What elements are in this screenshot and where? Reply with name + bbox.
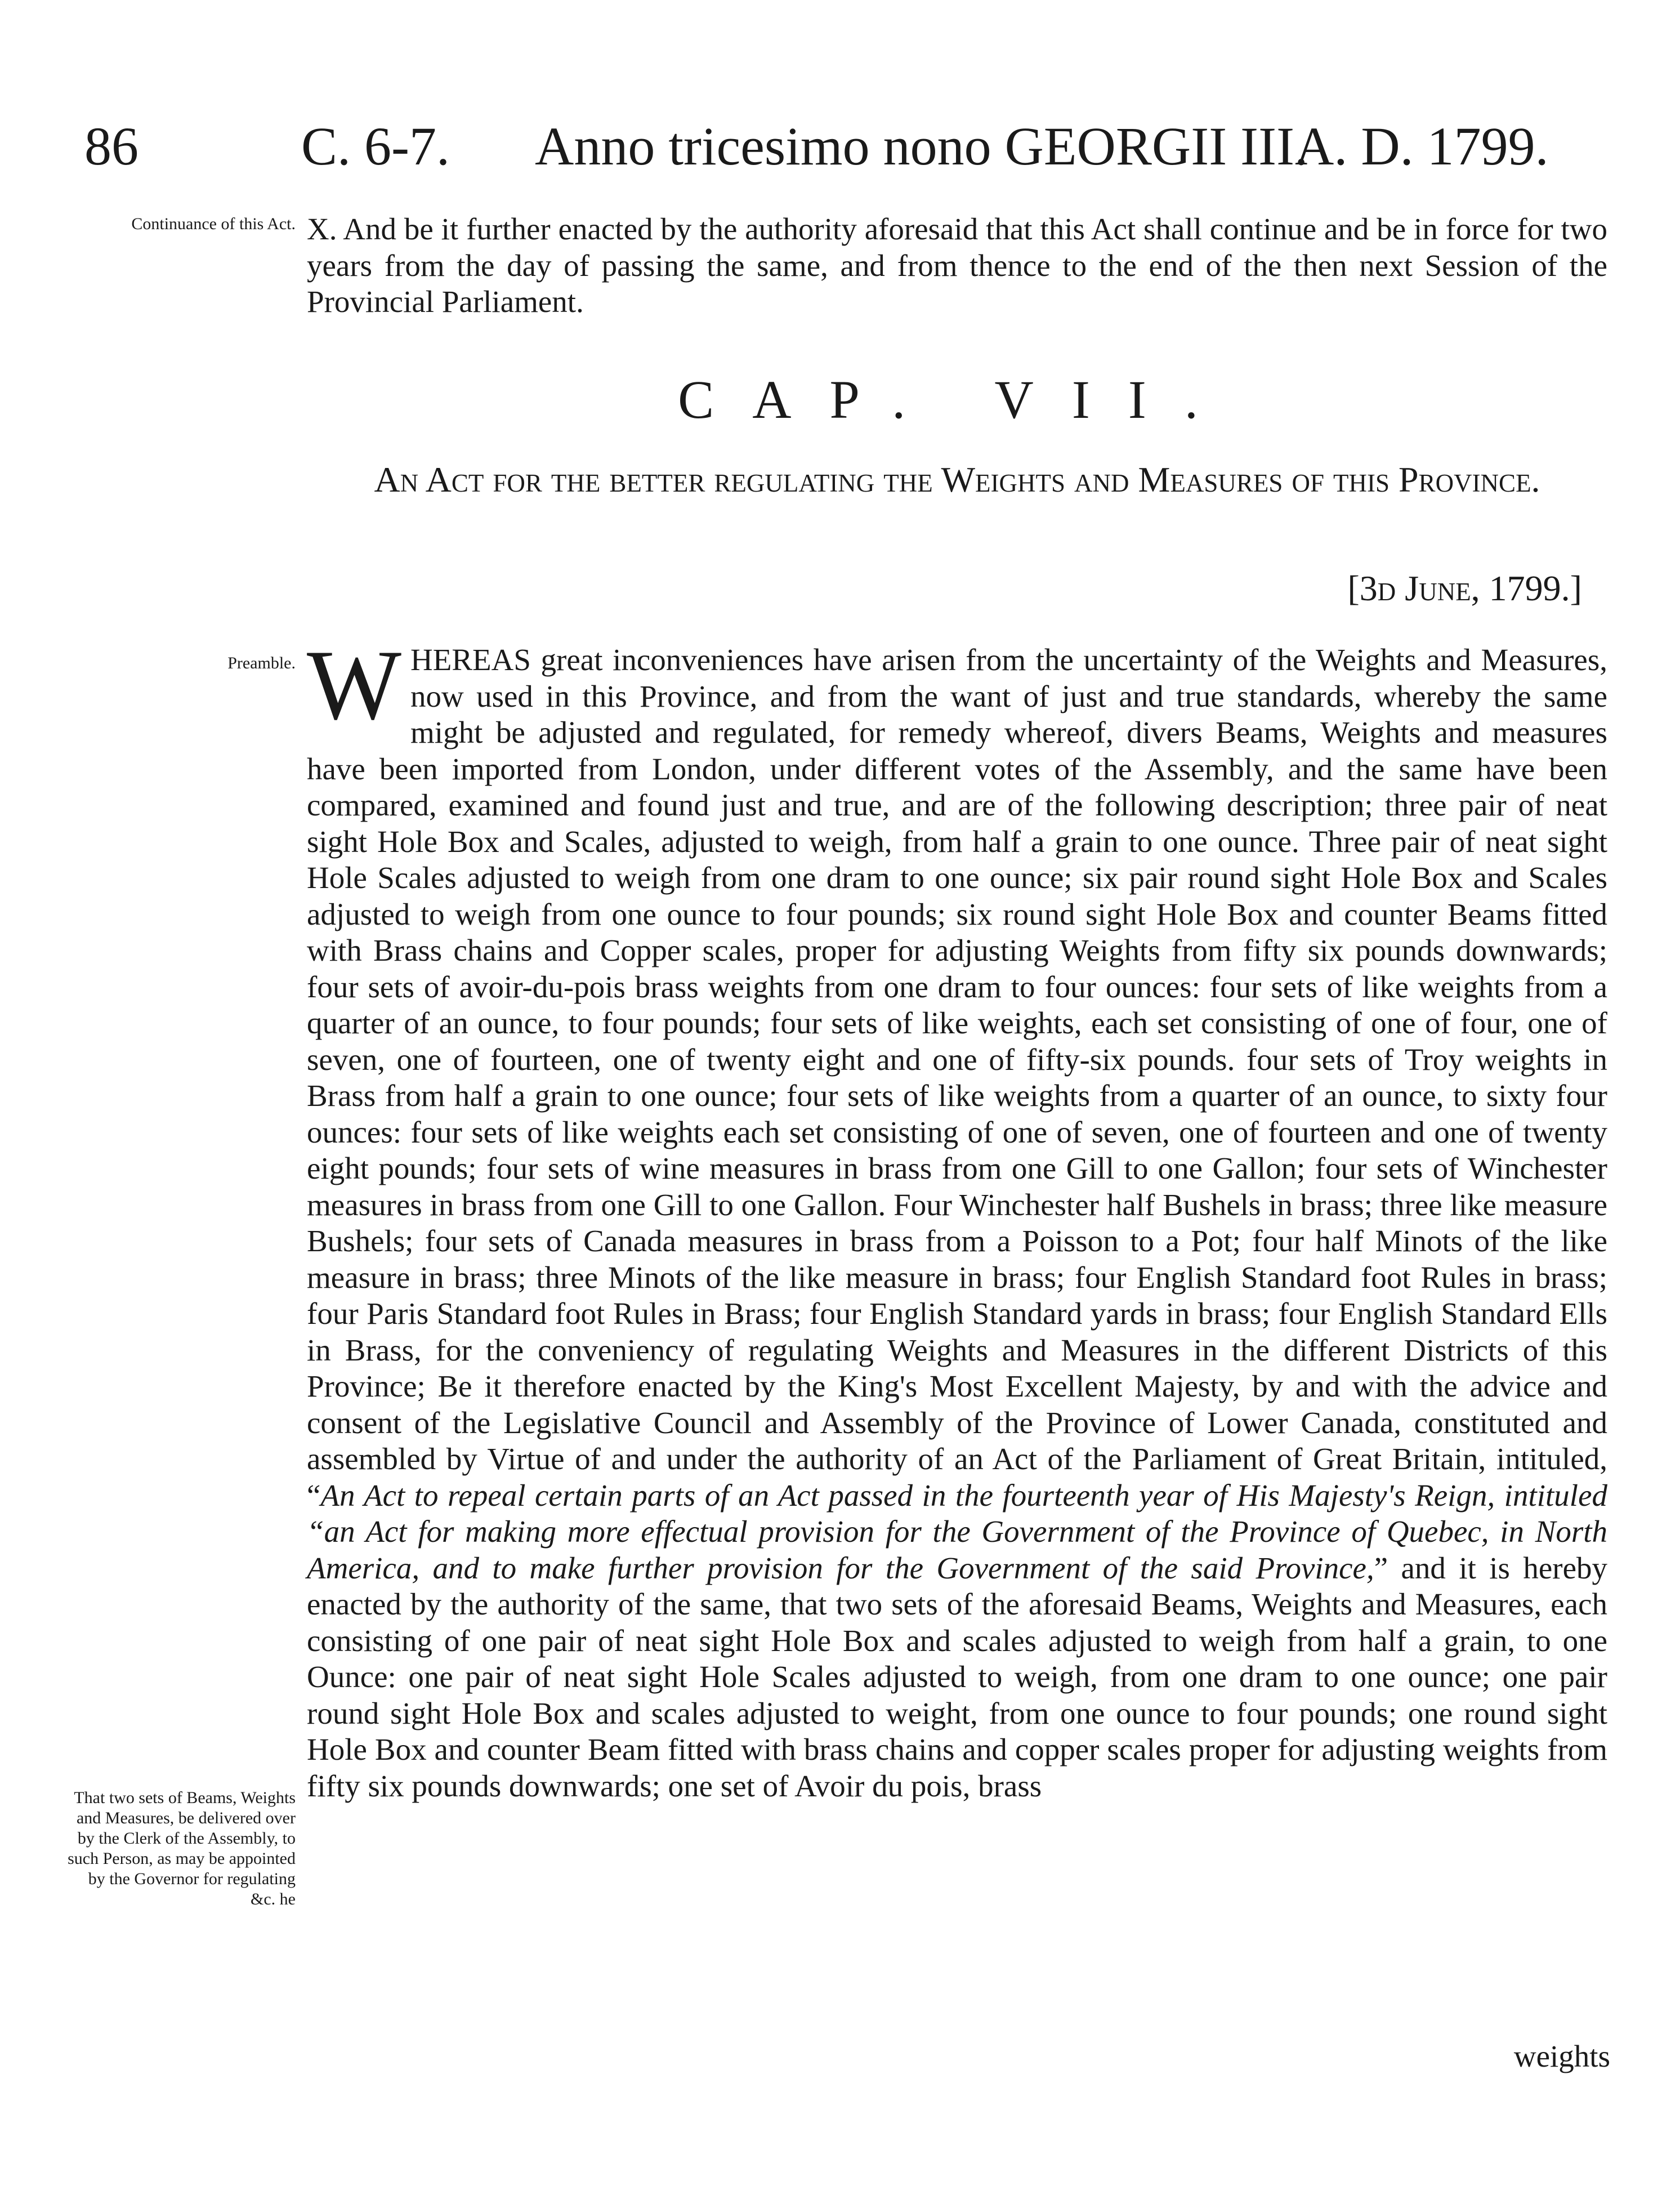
- section-x-paragraph: X. And be it further enacted by the authority aforesaid that this Act shall continue and be in force for two years from the day of passing the same, and from thence to the end of the then next Session of the Provincial Parliament.: [307, 212, 1607, 319]
- drop-cap: W: [307, 629, 402, 740]
- running-header: [84, 110, 1605, 183]
- regnal-year: Anno tricesimo nono GEORGII III.: [535, 116, 1308, 176]
- catchword: weights: [1513, 2039, 1610, 2073]
- margin-note-continuance: Continuance of this Act.: [131, 215, 296, 233]
- margin-note-two-sets: That two sets of Beams, Weights and Measures, be delivered over by the Clerk of the Assembly, to such Person, as may be appointed by the Governor for regulating &c. he: [68, 1788, 296, 1908]
- calendar-year: A. D. 1799.: [1295, 116, 1549, 176]
- chapter-title: CAP. VII.: [678, 369, 1236, 430]
- act-title: An Act for the better regulating the Weights and Measures of this Province.: [374, 459, 1540, 499]
- margin-note-preamble: Preamble.: [227, 654, 296, 672]
- preamble-paragraph: [307, 629, 1607, 2038]
- preamble-text-2: ” and it is hereby enacted by the authority of the same, that two sets of the aforesaid Beams, Weights and Measures, each consisting of one pair of neat sight Hole Box and scales adjusted to weigh from half a grain, to one Ounce: one pair of neat sight Hole Scales adjusted to weigh, from one dram to one ounce; one pair round sight Hole Box and scales adjusted to weight, from one ounce to four pounds; one round sight Hole Box and counter Beam fitted with brass chains and copper scales proper for adjusting weights from fifty six pounds downwards; one set of Avoir du pois, brass: [307, 1550, 1607, 1803]
- preamble-text-1: HEREAS great inconveniences have arisen from the uncertainty of the Weights and Measures, now used in this Province, and from the want of just and true standards, whereby the same might be adjusted and regulated, for remedy whereof, divers Beams, Weights and measures have been imported from London, under different votes of the Assembly, and the same have been compared, examined and found just and true, and are of the following description; three pair of neat sight Hole Box and Scales, adjusted to weigh, from half a grain to one ounce. Three pair of neat sight Hole Scales adjusted to weigh from one dram to one ounce; six pair round sight Hole Box and Scales adjusted to weigh from one ounce to four pounds; six round sight Hole Box and counter Beams fitted with Brass chains and Copper scales, proper for adjusting Weights from fifty six pounds downwards; four sets of avoir-du-pois brass weights from one dram to four ounces: four sets of like weights from a quarter of an ounce, to four pounds; four sets of like weights, each set consisting of one of four, one of seven, one of fourteen, one of twenty eight and one of fifty-six pounds. four sets of Troy weights in Brass from half a grain to one ounce; four sets of like weights from a quarter of an ounce, to sixty four ounces: four sets of like weights each set consisting of one of seven, one of fourteen and one of twenty eight pounds; four sets of wine measures in brass from one Gill to one Gallon; four sets of Winchester measures in brass from one Gill to one Gallon. Four Winchester half Bushels in brass; three like measure Bushels; four sets of Canada measures in brass from a Poisson to a Pot; four half Minots of the like measure in brass; three Minots of the like measure in brass; four English Standard foot Rules in brass; four Paris Standard foot Rules in Brass; four English Standard yards in brass; four English Standard Ells in Brass, for the conveniency of regulating Weights and Measures in the different Districts of this Province; Be it therefore enacted by the King's Most Excellent Majesty, by and with the advice and consent of the Legislative Council and Assembly of the Province of Lower Canada, constituted and assembled by Virtue of and under the authority of an Act of the Parliament of Great Britain, intituled, “: [307, 643, 1607, 1513]
- preamble-act-citation: An Act to repeal certain parts of an Act passed in the fourteenth year of His Majesty's Reign, intituled “an Act for making more effectual provision for the Government of the Province of Quebec, in North America, and to make further provision for the Government of the said Province,: [307, 1478, 1607, 1585]
- chapter-reference: C. 6-7.: [301, 116, 450, 176]
- page-number: 86: [84, 116, 138, 176]
- act-date: [3d June, 1799.]: [1347, 568, 1582, 608]
